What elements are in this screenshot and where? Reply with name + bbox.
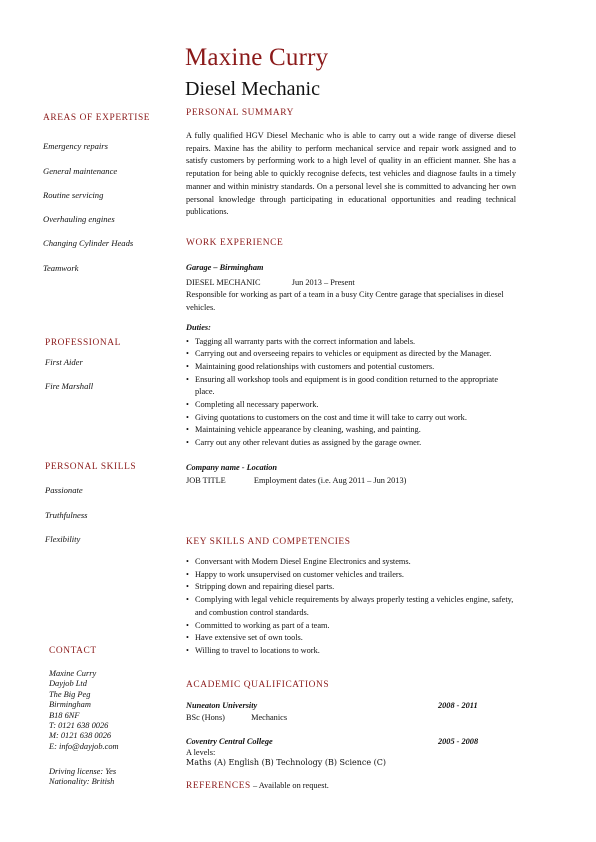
nationality: Nationality: British [49, 777, 115, 787]
degree-1: BSc (Hons) [186, 713, 225, 722]
skill-item: Passionate [45, 485, 83, 495]
job-2-title: JOB TITLE [186, 475, 226, 485]
personal-summary-heading: PERSONAL SUMMARY [186, 108, 294, 118]
references-line [186, 781, 329, 791]
duty-item: • Ensuring all workshop tools and equipment is in good condition returned to the appropriate place. [186, 374, 516, 399]
contact-email[interactable]: E: info@dayjob.com [49, 741, 119, 751]
school-1-years: 2008 - 2011 [438, 701, 478, 710]
personal-skills-heading: PERSONAL SKILLS [45, 462, 137, 472]
candidate-name: Maxine Curry [185, 44, 329, 71]
contact-address-line: The Big Peg [49, 689, 91, 699]
academic-heading: ACADEMIC QUALIFICATIONS [186, 680, 330, 690]
job-title: Diesel Mechanic [185, 78, 320, 100]
duty-item: • Completing all necessary paperwork. [186, 399, 516, 412]
skill-bullet: • Complying with legal vehicle requirements by always properly testing a vehicles engine, safety, and combustion control standards. [186, 594, 516, 619]
duty-item: • Carry out any other relevant duties as assigned by the garage owner. [186, 437, 516, 450]
degree-1-line [186, 713, 287, 722]
work-experience-entry [186, 262, 516, 487]
employer: Garage – Birmingham [186, 263, 264, 272]
driving-license: Driving license: Yes [49, 767, 117, 776]
professional-item: Fire Marshall [45, 381, 94, 391]
role-dates: Jun 2013 – Present [291, 277, 355, 287]
key-skills [186, 556, 516, 658]
role-description: Responsible for working as part of a team in a busy City Centre garage that specialises in diesel vehicles. [186, 290, 504, 313]
duty-item: • Carrying out and overseeing repairs to vehicles or equipment as directed by the Manager. [186, 348, 516, 361]
duties-label: Duties: [186, 322, 211, 332]
professional-heading: PROFESSIONAL [45, 338, 121, 348]
skill-bullet: • Willing to travel to locations to work. [186, 645, 516, 658]
school-1: Nuneaton University [186, 701, 258, 710]
duty-item: • Tagging all warranty parts with the correct information and labels. [186, 336, 516, 349]
degree-2: A levels: [186, 748, 216, 757]
contact-heading: CONTACT [49, 646, 97, 656]
skill-item: Flexibility [45, 534, 81, 544]
expertise-item: Routine servicing [43, 190, 104, 200]
expertise-item: Overhauling engines [43, 214, 115, 224]
contact-telephone: T: 0121 638 0026 [49, 721, 109, 731]
school-2: Coventry Central College [186, 737, 273, 746]
professional-item: First Aider [45, 357, 83, 367]
personal-summary [186, 130, 516, 219]
key-skills-heading: KEY SKILLS AND COMPETENCIES [186, 537, 351, 547]
degree-2-subjects: Maths (A) English (B) Technology (B) Science (C) [186, 758, 387, 767]
duty-item: • Giving quotations to customers on the cost and time it will take to carry out work. [186, 412, 516, 425]
skill-bullet: • Conversant with Modern Diesel Engine Electronics and systems. [186, 556, 516, 569]
contact-postcode: B18 6NF [49, 710, 80, 720]
skill-bullet: • Have extensive set of own tools. [186, 632, 516, 645]
contact-mobile: M: 0121 638 0026 [49, 731, 112, 741]
skill-bullet: • Committed to working as part of a team. [186, 620, 516, 633]
work-experience-heading: WORK EXPERIENCE [186, 238, 284, 248]
degree-1-subject: Mechanics [251, 713, 288, 722]
skill-bullet: • Happy to work unsupervised on customer vehicles and trailers. [186, 569, 516, 582]
references-text: – Available on request. [252, 781, 329, 790]
duties-list [186, 336, 516, 450]
contact-block [49, 669, 119, 752]
key-skills-list [186, 556, 516, 658]
duty-item: • Maintaining good relationships with customers and potential customers. [186, 361, 516, 374]
references-heading: REFERENCES [186, 781, 251, 791]
contact-company: Dayjob Ltd [49, 679, 87, 689]
job-2-dates: Employment dates (i.e. Aug 2011 – Jun 2013) [253, 475, 407, 485]
contact-city: Birmingham [49, 700, 91, 710]
role-title: DIESEL MECHANIC [186, 277, 261, 287]
expertise-item: Emergency repairs [43, 141, 108, 151]
skill-bullet: • Stripping down and repairing diesel parts. [186, 581, 516, 594]
expertise-heading: AREAS OF EXPERTISE [43, 113, 151, 123]
summary-text: A fully qualified HGV Diesel Mechanic who is able to carry out a wide range of diverse diesel repairs. Maxine has the ability to perform mechanical service and repair work assigned and to satisfy customers by performing work to a high level of quality in an efficient manner. She has a reputation for being able to quickly recognise defects, test vehicles and diagnose faults in a timely manner and within ministry standards. On a personal level she is committed to advancing her own personal knowledge through participating in educational opportunities and reading technical publications. [186, 131, 516, 217]
school-2-years: 2005 - 2008 [438, 737, 479, 746]
skill-item: Truthfulness [45, 510, 88, 520]
company-2: Company name - Location [186, 462, 278, 472]
expertise-item: General maintenance [43, 166, 118, 176]
duty-item: • Maintaining vehicle appearance by cleaning, washing, and painting. [186, 424, 516, 437]
contact-name: Maxine Curry [49, 669, 97, 678]
expertise-item: Teamwork [43, 263, 79, 273]
role-line [186, 277, 516, 290]
expertise-item: Changing Cylinder Heads [43, 238, 134, 248]
contact-extra [49, 767, 116, 788]
job-2-line [186, 475, 516, 488]
